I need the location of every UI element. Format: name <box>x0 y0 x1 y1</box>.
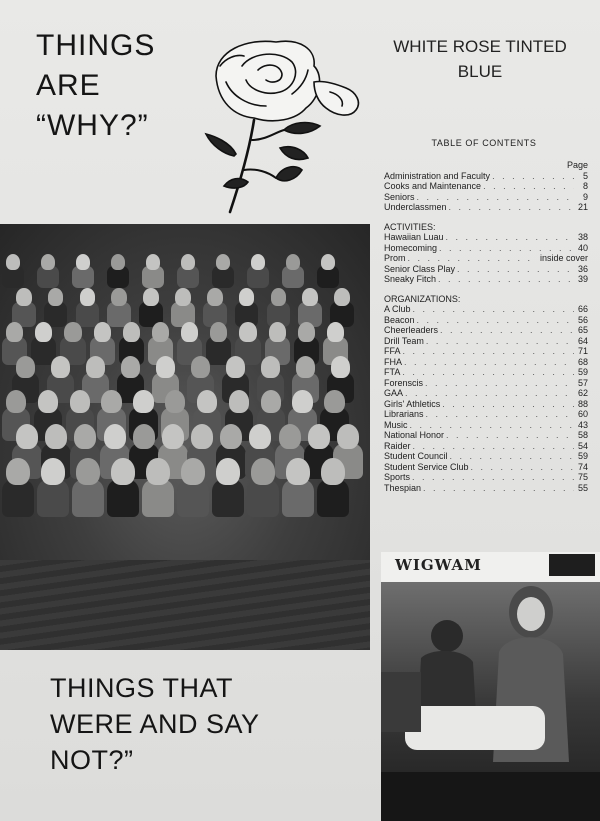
photo-figure-head <box>35 322 52 342</box>
photo-figure-head <box>269 322 286 342</box>
toc-entry-leader <box>446 430 574 441</box>
photo-figure-head <box>64 322 81 342</box>
toc-entry-page: 88 <box>577 398 588 409</box>
toc-entry-page: 65 <box>577 325 588 335</box>
toc-entry-page: 38 <box>577 232 588 242</box>
toc-entry-label: Sports <box>384 472 411 482</box>
toc-entry-page: 71 <box>577 346 588 356</box>
photo-figure-head <box>331 356 350 378</box>
toc-entry-label: Homecoming <box>384 242 438 253</box>
photo-figure-head <box>101 390 121 413</box>
photo-figure-body <box>317 480 349 518</box>
photo-figure-head <box>74 424 96 449</box>
toc-entry <box>384 462 588 473</box>
toc-entry-label: Hawaiian Luau <box>384 232 444 242</box>
toc-entry-page: 36 <box>577 263 588 274</box>
toc-entry <box>384 388 588 399</box>
toc-entry-page: 58 <box>577 430 588 440</box>
photo-figure-head <box>286 458 310 485</box>
photo-figure-head <box>181 254 195 270</box>
toc-entry-label: Prom <box>384 253 406 263</box>
wigwam-sign-text: WIGWAM <box>395 556 482 574</box>
toc-heading: TABLE OF CONTENTS <box>431 138 537 148</box>
toc-entry <box>384 378 588 389</box>
toc-entry-page: 64 <box>577 335 588 346</box>
toc-entry-leader <box>412 472 574 483</box>
photo-figure-head <box>48 288 64 306</box>
photo-figure-head <box>16 356 35 378</box>
toc-entry-leader <box>449 202 574 213</box>
toc-entry-label: Raider <box>384 440 411 451</box>
toc-activities-heading: ACTIVITIES: <box>384 221 436 232</box>
photo-figure-head <box>229 390 249 413</box>
headline-top-line-2: ARE <box>36 69 101 102</box>
toc-entry-label: Senior Class Play <box>384 263 456 274</box>
photo-figure-head <box>111 458 135 485</box>
photo-figure-head <box>6 322 23 342</box>
toc-entry-page: 59 <box>577 367 588 377</box>
toc-entry-label: Drill Team <box>384 335 424 346</box>
book-title-line-2: BLUE <box>457 62 503 81</box>
toc-entry-leader <box>425 378 574 389</box>
photo-figure-head <box>239 322 256 342</box>
toc-entry-leader <box>457 264 574 275</box>
toc-entry <box>384 367 588 378</box>
toc-entry <box>384 202 588 213</box>
toc-entry-label: A Club <box>384 304 411 314</box>
headline-top-line-3: “WHY?” <box>36 109 149 142</box>
toc-entry <box>384 420 588 431</box>
photo-figure-head <box>41 458 65 485</box>
toc-entry-label: Student Council <box>384 451 448 461</box>
toc-entry <box>384 243 588 254</box>
book-title-line-1: WHITE ROSE TINTED <box>393 37 567 56</box>
toc-entry-label: GAA <box>384 388 404 398</box>
photo-figure-head <box>191 356 210 378</box>
wigwam-photo <box>381 552 600 821</box>
headline-top <box>36 26 155 146</box>
headline-top-line-1: THINGS <box>36 29 156 62</box>
photo-figure-head <box>251 458 275 485</box>
photo-figure-head <box>298 322 315 342</box>
photo-figure-head <box>279 424 301 449</box>
toc-entry-label: National Honor <box>384 430 445 440</box>
toc-entry-leader <box>404 357 574 368</box>
book-title <box>380 34 580 84</box>
toc-entry-leader <box>402 367 574 378</box>
toc-entry-label: Cheerleaders <box>384 325 439 335</box>
toc-entry-label: Girls' Athletics <box>384 398 441 409</box>
photo-figure-head <box>143 288 159 306</box>
photo-figure-head <box>6 390 26 413</box>
toc-entry-page: 9 <box>582 191 588 202</box>
toc-entry-page: 55 <box>577 482 588 493</box>
wigwam-scene <box>381 552 600 821</box>
photo-figure-head <box>296 356 315 378</box>
toc-entry-label: Student Service Club <box>384 461 469 472</box>
headline-bottom <box>50 670 260 778</box>
toc-entry <box>384 399 588 410</box>
toc-entry <box>384 304 588 315</box>
photo-figure-head <box>216 254 230 270</box>
toc-entry-label: Underclassmen <box>384 202 447 212</box>
toc-entry-label: Beacon <box>384 314 415 325</box>
headline-bottom-line-3: NOT?” <box>50 745 134 775</box>
toc-entry-page: 43 <box>577 419 588 430</box>
photo-figure-head <box>327 322 344 342</box>
toc-entry <box>384 325 588 336</box>
photo-figure-head <box>86 356 105 378</box>
photo-figure-head <box>271 288 287 306</box>
toc-entry <box>384 483 588 494</box>
photo-figure-head <box>146 458 170 485</box>
photo-figure-body <box>37 480 69 518</box>
toc-entry <box>384 430 588 441</box>
photo-figure-head <box>94 322 111 342</box>
toc-entry <box>384 336 588 347</box>
photo-figure-head <box>191 424 213 449</box>
toc-entry-page: 75 <box>577 472 588 482</box>
photo-figure-head <box>261 356 280 378</box>
toc-entry <box>384 274 588 285</box>
toc-entry-leader <box>483 181 574 192</box>
toc-entry-label: Thespian <box>384 482 422 493</box>
toc-entry <box>384 451 588 462</box>
toc-entry-leader <box>408 253 538 264</box>
toc-entry-leader <box>471 462 574 473</box>
toc-entry-leader <box>492 171 574 182</box>
toc-entry-page: 54 <box>577 440 588 451</box>
toc-entry-leader <box>423 483 574 494</box>
photo-figure-head <box>302 288 318 306</box>
toc-entry-leader <box>446 232 574 243</box>
toc-organizations-heading: ORGANIZATIONS: <box>384 293 461 304</box>
toc-entry-page: 21 <box>577 202 588 212</box>
photo-figure-body <box>142 480 174 518</box>
photo-figure-head <box>239 288 255 306</box>
photo-figure-head <box>321 458 345 485</box>
toc-entry-label: FHA <box>384 356 402 367</box>
photo-floor <box>0 560 370 650</box>
toc-entry-leader <box>426 336 574 347</box>
toc-entry <box>384 441 588 452</box>
toc-entry-page: 59 <box>577 451 588 461</box>
toc-entry-label: Librarians <box>384 409 424 419</box>
toc-entry <box>384 357 588 368</box>
toc-entry-page: 39 <box>577 274 588 284</box>
toc-entry-page: 5 <box>582 170 588 181</box>
photo-figure-head <box>226 356 245 378</box>
toc-entry <box>384 346 588 357</box>
toc-entry-leader <box>417 315 574 326</box>
photo-figure-head <box>156 356 175 378</box>
photo-figure-head <box>165 390 185 413</box>
toc-entry-label: Seniors <box>384 191 415 202</box>
toc-entry-label: FTA <box>384 367 401 377</box>
toc-entry <box>384 264 588 275</box>
headline-bottom-line-1: THINGS THAT <box>50 673 234 703</box>
photo-figure-head <box>337 424 359 449</box>
photo-figure-head <box>133 390 153 413</box>
photo-figure-head <box>123 322 140 342</box>
toc-entry <box>384 315 588 326</box>
toc-entry <box>384 409 588 420</box>
photo-figure-head <box>324 390 344 413</box>
toc-entry <box>384 232 588 243</box>
toc-activities-list <box>384 232 588 285</box>
toc-entry-label: Administration and Faculty <box>384 170 491 181</box>
toc-entry-page: 56 <box>577 314 588 325</box>
photo-figure-head <box>6 254 20 270</box>
toc-entry-page: inside cover <box>539 253 588 263</box>
photo-figure-head <box>181 322 198 342</box>
photo-figure-head <box>261 390 281 413</box>
photo-figure-head <box>334 288 350 306</box>
photo-figure-head <box>220 424 242 449</box>
toc-entry-leader <box>413 304 574 315</box>
toc-entry <box>384 253 588 264</box>
photo-figure-head <box>286 254 300 270</box>
photo-figure-body <box>247 480 279 518</box>
photo-figure-head <box>249 424 271 449</box>
photo-figure-head <box>16 288 32 306</box>
toc-entry-leader <box>403 346 574 357</box>
toc-entry-leader <box>405 388 574 399</box>
photo-figure-head <box>321 254 335 270</box>
photo-figure-head <box>207 288 223 306</box>
rose-icon <box>196 36 372 214</box>
photo-figure-head <box>133 424 155 449</box>
toc-entry-leader <box>439 243 574 254</box>
photo-figure-head <box>70 390 90 413</box>
photo-figure-head <box>41 254 55 270</box>
photo-figure-head <box>210 322 227 342</box>
toc-entry <box>384 472 588 483</box>
photo-figure-head <box>80 288 96 306</box>
photo-figure-head <box>251 254 265 270</box>
photo-figure-head <box>38 390 58 413</box>
toc-entry <box>384 192 588 203</box>
toc-entry <box>384 181 588 192</box>
toc-entry-page: 68 <box>577 356 588 367</box>
photo-figure-head <box>181 458 205 485</box>
photo-figure-head <box>111 254 125 270</box>
photo-figure-body <box>107 480 139 518</box>
photo-figure-head <box>197 390 217 413</box>
photo-figure-head <box>111 288 127 306</box>
toc-entry-leader <box>438 274 574 285</box>
photo-figure-head <box>308 424 330 449</box>
toc-entry <box>384 171 588 182</box>
photo-figure-head <box>45 424 67 449</box>
photo-figure-head <box>16 424 38 449</box>
toc-entry-label: Sneaky Fitch <box>384 274 437 284</box>
photo-figure-head <box>104 424 126 449</box>
headline-bottom-line-2: WERE AND SAY <box>50 709 260 739</box>
photo-figure-body <box>212 480 244 518</box>
toc-page-label: Page <box>566 160 588 170</box>
toc-entry-page: 40 <box>577 242 588 253</box>
photo-figure-head <box>152 322 169 342</box>
photo-figure-body <box>177 480 209 518</box>
photo-figure-head <box>292 390 312 413</box>
group-photo <box>0 224 370 650</box>
photo-figure-head <box>121 356 140 378</box>
toc-entry-leader <box>426 409 574 420</box>
toc-entry-label: Music <box>384 419 408 430</box>
toc-entry-page: 66 <box>577 304 588 314</box>
toc-entry-leader <box>417 192 574 203</box>
toc-entry-label: Forenscis <box>384 377 424 388</box>
toc-entry-leader <box>442 399 574 410</box>
toc-entry-leader <box>413 441 574 452</box>
toc-entry-page: 62 <box>577 388 588 398</box>
toc-entry-leader <box>450 451 574 462</box>
table-of-contents <box>384 160 588 493</box>
photo-figure-body <box>2 480 34 518</box>
toc-entry-leader <box>410 420 574 431</box>
toc-entry-leader <box>440 325 574 336</box>
photo-figure-head <box>76 458 100 485</box>
toc-organizations-list <box>384 304 588 493</box>
photo-figure-body <box>72 480 104 518</box>
photo-figure-head <box>162 424 184 449</box>
photo-figure-head <box>76 254 90 270</box>
photo-figure-head <box>146 254 160 270</box>
photo-figure-head <box>216 458 240 485</box>
toc-entry-label: FFA <box>384 346 401 356</box>
toc-entry-page: 60 <box>577 409 588 419</box>
photo-figure-body <box>282 480 314 518</box>
toc-entry-label: Cooks and Maintenance <box>384 181 482 191</box>
toc-entry-page: 8 <box>582 181 588 191</box>
photo-figure-head <box>175 288 191 306</box>
photo-figure-head <box>6 458 30 485</box>
toc-general-list <box>384 171 588 213</box>
toc-entry-page: 74 <box>577 461 588 472</box>
toc-entry-page: 57 <box>577 377 588 388</box>
photo-figure-head <box>51 356 70 378</box>
